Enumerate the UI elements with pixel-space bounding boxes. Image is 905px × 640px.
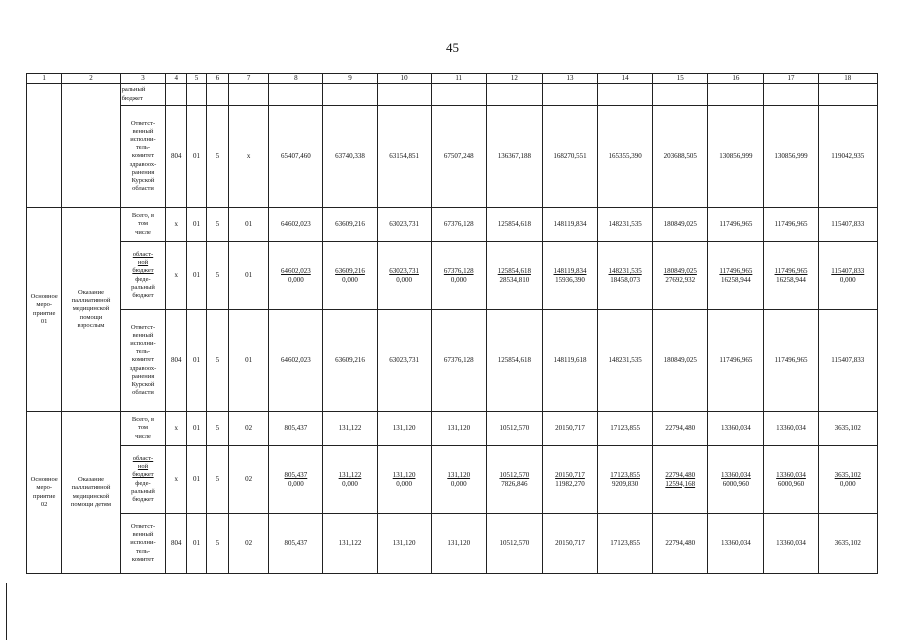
value-cell: 131,120 [431,412,486,446]
code-cell: 5 [206,208,228,242]
value-cell: 22794,480 [653,514,708,574]
code-cell: 01 [187,412,207,446]
value-cell: 148119,618 [542,310,597,412]
column-header: 15 [653,74,708,84]
code-cell: x [166,208,187,242]
table-row [27,106,878,208]
value-cell: 131,120 [377,514,431,574]
value-cell: 10512,570 7826,846 [486,446,542,514]
value-cell: 63740,338 [323,106,377,208]
column-header: 14 [598,74,653,84]
header-row [27,74,878,84]
code-cell: 5 [206,412,228,446]
value-cell: 17123,855 [598,412,653,446]
value-cell: 131,120 0,000 [431,446,486,514]
value-cell: 67376,128 [431,310,486,412]
empty-cell [62,84,120,208]
value-cell: 63609,216 [323,208,377,242]
code-cell: 01 [187,106,207,208]
value-cell: 17123,855 [598,514,653,574]
value-cell: 165355,390 [598,106,653,208]
table-row [27,84,878,106]
value-cell: 130856,999 [708,106,764,208]
code-cell: x [166,412,187,446]
table-row [27,208,878,242]
value-cell: 67376,128 0,000 [431,242,486,310]
value-cell: 180849,025 27692,932 [653,242,708,310]
value-cell: 115407,833 [818,208,877,242]
value-cell: 115407,833 0,000 [818,242,877,310]
column-header: 16 [708,74,764,84]
value-cell: 67376,128 [431,208,486,242]
table-row [27,310,878,412]
value-cell: 3635,102 [818,412,877,446]
value-cell: 125854,618 28534,810 [486,242,542,310]
code-cell: x [228,106,269,208]
measure-description: Оказание паллиативной медицинской помощи детям [62,412,120,574]
value-cell: 131,122 [323,412,377,446]
value-cell: 125854,618 [486,208,542,242]
code-cell: 01 [187,242,207,310]
code-cell: 01 [228,310,269,412]
value-cell: 117496,965 16258,944 [764,242,818,310]
table-row [27,514,878,574]
value-cell: 13360,034 [764,514,818,574]
value-cell: 131,120 [431,514,486,574]
code-cell: x [166,242,187,310]
column-header: 6 [206,74,228,84]
value-cell: 3635,102 [818,514,877,574]
value-cell: 131,120 [377,412,431,446]
value-cell: 63609,216 [323,310,377,412]
code-cell: 5 [206,446,228,514]
table-row [27,412,878,446]
value-cell: 131,122 [323,514,377,574]
value-cell: 180849,025 [653,208,708,242]
value-cell: 148119,834 [542,208,597,242]
value-cell: 805,437 0,000 [269,446,323,514]
column-header: 3 [120,74,166,84]
value-cell: 131,120 0,000 [377,446,431,514]
value-cell: 125854,618 [486,310,542,412]
value-cell: 148231,535 [598,310,653,412]
value-cell: 131,122 0,000 [323,446,377,514]
value-cell: 63023,731 0,000 [377,242,431,310]
measure-name: Основное меро- приятие 01 [27,208,62,412]
column-header: 4 [166,74,187,84]
value-cell: 20150,717 [542,514,597,574]
column-header: 7 [228,74,269,84]
code-cell: 804 [166,514,187,574]
value-cell: 13360,034 6000,960 [708,446,764,514]
empty-cell [27,84,62,208]
value-cell: 115407,833 [818,310,877,412]
value-cell: 136367,188 [486,106,542,208]
value-cell: 130856,999 [764,106,818,208]
value-cell: 119042,935 [818,106,877,208]
code-cell: x [166,446,187,514]
code-cell: 01 [187,514,207,574]
row-label: Всего, в том числе [120,208,166,242]
value-cell: 168270,551 [542,106,597,208]
value-cell: 10512,570 [486,514,542,574]
value-cell: 148231,535 18458,073 [598,242,653,310]
row-label: Ответст- венный исполни- тель- комитет здравоох- ранения Курской области [120,310,166,412]
column-header: 17 [764,74,818,84]
value-cell: 20150,717 11982,270 [542,446,597,514]
value-cell: 117496,965 16258,944 [708,242,764,310]
value-cell: 180849,025 [653,310,708,412]
table-row [27,446,878,514]
code-cell: 02 [228,446,269,514]
value-cell: 63609,216 0,000 [323,242,377,310]
row-label: Ответст- венный исполни- тель- комитет здравоох- ранения Курской области [120,106,166,208]
column-header: 5 [187,74,207,84]
row-label: Ответст- венный исполни- тель- комитет [120,514,166,574]
value-cell: 3635,102 0,000 [818,446,877,514]
value-cell: 203688,505 [653,106,708,208]
value-cell: 64602,023 [269,208,323,242]
value-cell: 805,437 [269,412,323,446]
value-cell: 13360,034 [764,412,818,446]
row-label: ральный бюджет [120,84,166,106]
value-cell: 117496,965 [764,310,818,412]
code-cell: 5 [206,242,228,310]
code-cell: 01 [228,208,269,242]
value-cell: 63023,731 [377,310,431,412]
code-cell: 02 [228,412,269,446]
value-cell: 13360,034 [708,412,764,446]
code-cell: 01 [187,446,207,514]
value-cell: 13360,034 6000,960 [764,446,818,514]
value-cell: 65407,460 [269,106,323,208]
code-cell: 01 [187,208,207,242]
table-row [27,242,878,310]
column-header: 1 [27,74,62,84]
column-header: 13 [542,74,597,84]
measure-description: Оказание паллиативной медицинской помощи взрослым [62,208,120,412]
value-cell: 64602,023 0,000 [269,242,323,310]
column-header: 10 [377,74,431,84]
value-cell: 17123,855 9209,830 [598,446,653,514]
code-cell: 5 [206,514,228,574]
row-label: област- ной бюджет феде- ральный бюджет [120,242,166,310]
code-cell: 5 [206,310,228,412]
value-cell: 10512,570 [486,412,542,446]
value-cell: 805,437 [269,514,323,574]
value-cell: 117496,965 [764,208,818,242]
row-label: Всего, в том числе [120,412,166,446]
code-cell: 01 [187,310,207,412]
value-cell: 117496,965 [708,310,764,412]
value-cell: 63154,851 [377,106,431,208]
row-label: област- ной бюджет феде- ральный бюджет [120,446,166,514]
value-cell: 20150,717 [542,412,597,446]
measure-name: Основное меро- приятие 02 [27,412,62,574]
value-cell: 64602,023 [269,310,323,412]
column-header: 2 [62,74,120,84]
margin-line [6,583,7,640]
column-header: 12 [486,74,542,84]
column-header: 8 [269,74,323,84]
value-cell: 63023,731 [377,208,431,242]
page-number: 45 [446,40,459,55]
code-cell: 804 [166,106,187,208]
value-cell: 148231,535 [598,208,653,242]
value-cell: 22794,480 12594,168 [653,446,708,514]
value-cell: 13360,034 [708,514,764,574]
column-header: 11 [431,74,486,84]
value-cell: 148119,834 15936,390 [542,242,597,310]
value-cell: 67507,248 [431,106,486,208]
column-header: 18 [818,74,877,84]
code-cell: 01 [228,242,269,310]
code-cell: 5 [206,106,228,208]
column-header: 9 [323,74,377,84]
budget-table [26,73,878,574]
code-cell: 02 [228,514,269,574]
code-cell: 804 [166,310,187,412]
value-cell: 22794,480 [653,412,708,446]
value-cell: 117496,965 [708,208,764,242]
